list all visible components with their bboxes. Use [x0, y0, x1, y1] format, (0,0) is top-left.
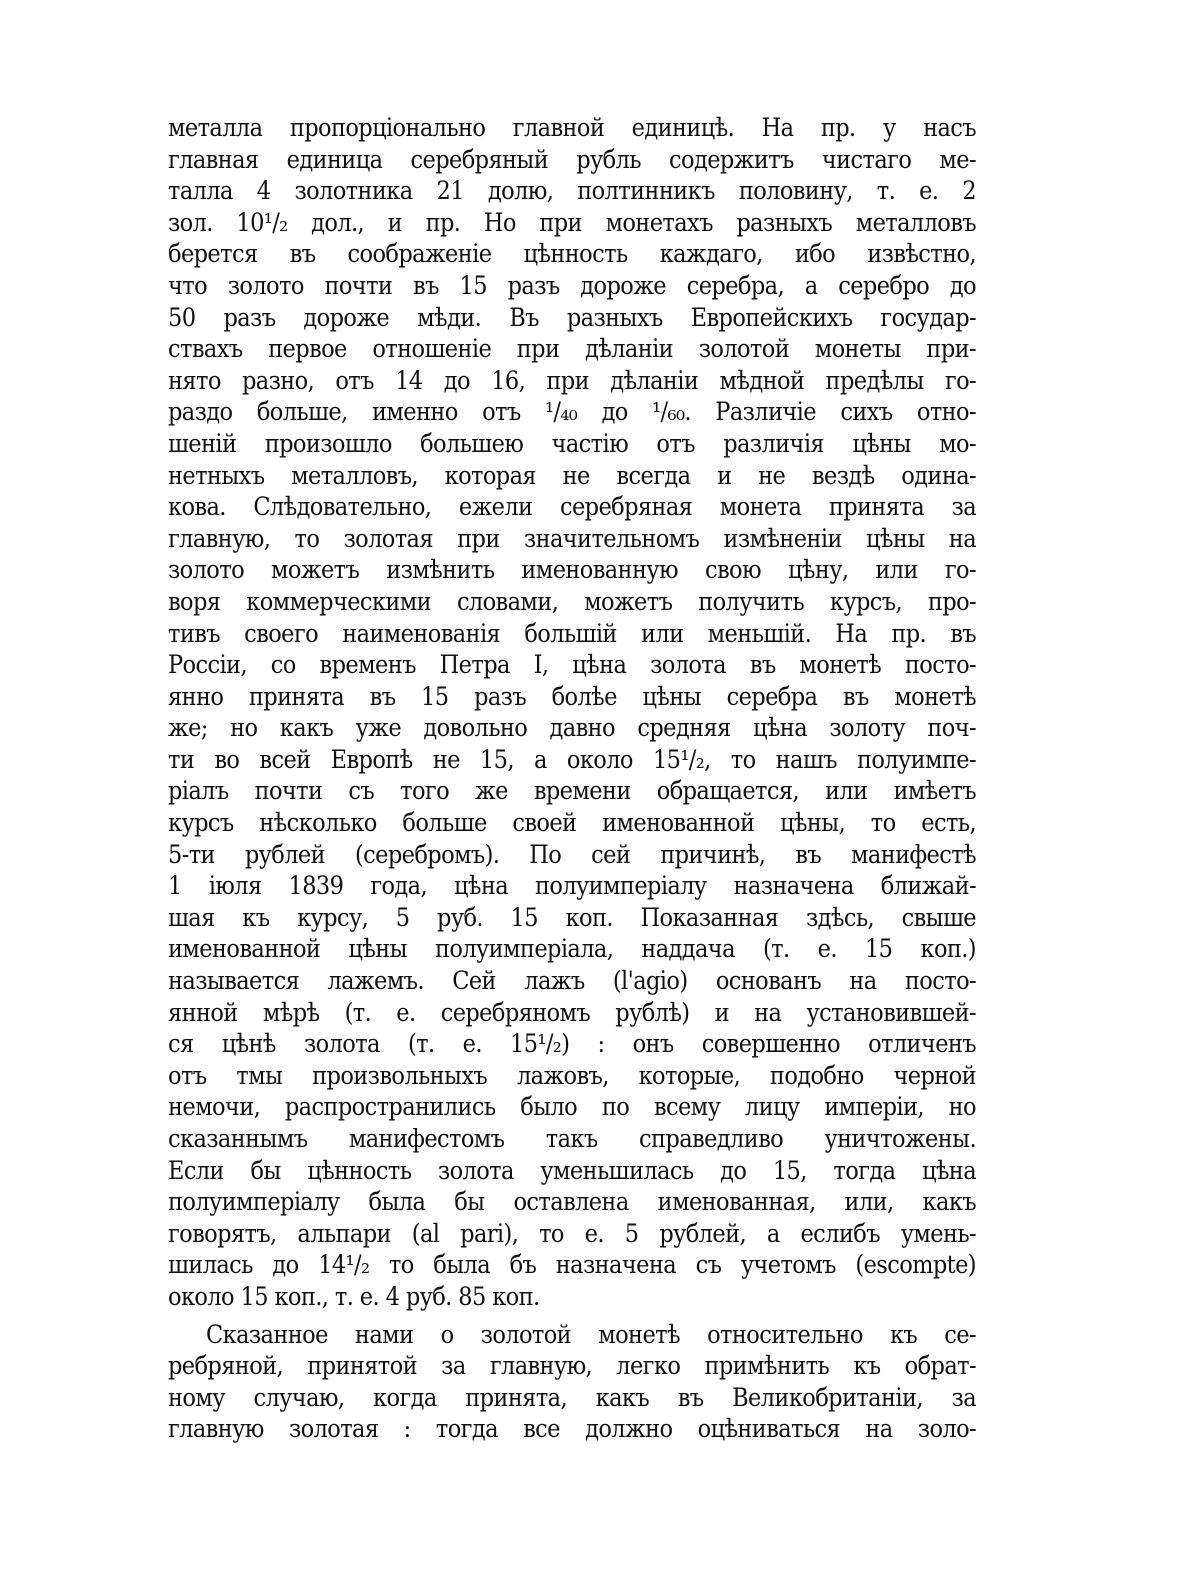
text-line: шая къ курсу, 5 руб. 15 коп. Показанная здѣсь, свыше	[168, 902, 976, 932]
text-line: ся цѣнѣ золота (т. е. 15¹/₂) : онъ совершенно отличенъ	[168, 1029, 976, 1059]
text-line: янно принята въ 15 разъ болѣе цѣны серебра въ монетѣ	[168, 681, 976, 711]
text-line: что золото почти въ 15 разъ дороже серебра, а серебро до	[168, 270, 976, 300]
text-line: отъ тмы произвольныхъ лажовъ, которые, подобно черной	[168, 1060, 976, 1090]
text-line: ному случаю, когда принята, какъ въ Великобританіи, за	[168, 1382, 976, 1412]
text-line: золото можетъ измѣнить именованную свою цѣну, или го-	[168, 555, 976, 585]
text-line: шилась до 14¹/₂ то была бъ назначена съ учетомъ (escompte)	[168, 1250, 976, 1280]
text-line: янной мѣрѣ (т. е. серебряномъ рублѣ) и на установившей-	[168, 997, 976, 1027]
text-line: называется лажемъ. Сей лажъ (l'agio) основанъ на посто-	[168, 966, 976, 996]
text-line: немочи, распространились было по всему лицу имперіи, но	[168, 1092, 976, 1122]
paragraph-1	[168, 112, 976, 1313]
text-line: главную золотая : тогда все должно оцѣниваться на золо-	[168, 1414, 976, 1444]
text-line: ребряной, принятой за главную, легко примѣнить къ обрат-	[168, 1351, 976, 1381]
text-line: нято разно, отъ 14 до 16, при дѣланіи мѣдной предѣлы го-	[168, 365, 976, 395]
text-line: говорятъ, альпари (al pari), то е. 5 рублей, а еслибъ умень-	[168, 1218, 976, 1248]
text-line: 5-ти рублей (серебромъ). По сей причинѣ, въ манифестѣ	[168, 839, 976, 869]
text-line: металла пропорціонально главной единицѣ. На пр. у насъ	[168, 113, 976, 142]
text-line: шеній произошло большею частію отъ различія цѣны мо-	[168, 428, 976, 458]
text-line: главная единица серебряный рубль содержитъ чистаго ме-	[168, 144, 976, 174]
text-line: воря коммерческими словами, можетъ получить курсъ, про-	[168, 586, 976, 616]
text-line: ствахъ первое отношеніе при дѣланіи золотой монеты при-	[168, 334, 976, 364]
text-line: 1 іюля 1839 года, цѣна полуимперіалу назначена ближай-	[168, 871, 976, 901]
text-line: талла 4 золотника 21 долю, полтинникъ половину, т. е. 2	[168, 176, 976, 206]
text-line: раздо больше, именно отъ ¹/₄₀ до ¹/₆₀. Различіе сихъ отно-	[168, 397, 976, 427]
text-line: нетныхъ металловъ, которая не всегда и не вездѣ одина-	[168, 460, 976, 490]
text-line: около 15 коп., т. е. 4 руб. 85 коп.	[168, 1281, 540, 1311]
text-line: кова. Слѣдовательно, ежели серебряная монета принята за	[168, 492, 976, 522]
text-line: сказаннымъ манифестомъ такъ справедливо уничтожены.	[168, 1124, 976, 1153]
text-line: берется въ соображеніе цѣнность каждаго, ибо извѣстно,	[168, 239, 976, 269]
text-line: ріалъ почти съ того же времени обращается, или имѣетъ	[168, 776, 976, 806]
text-line: главную, то золотая при значительномъ измѣненіи цѣны на	[168, 523, 976, 553]
text-line: полуимперіалу была бы оставлена именованная, или, какъ	[168, 1187, 976, 1217]
text-line: зол. 10¹/₂ дол., и пр. Но при монетахъ разныхъ металловъ	[168, 207, 976, 237]
text-line: курсъ нѣсколько больше своей именованной цѣны, то есть,	[168, 808, 976, 838]
paragraph-2	[168, 1319, 976, 1445]
text-line: Сказанное нами о золотой монетѣ относительно къ се-	[206, 1319, 976, 1349]
text-line: 50 разъ дороже мѣди. Въ разныхъ Европейскихъ государ-	[168, 302, 976, 332]
text-line: тивъ своего наименованія большій или меньшій. На пр. въ	[168, 618, 976, 648]
page-text	[168, 112, 976, 1445]
text-line: же; но какъ уже довольно давно средняя цѣна золоту поч-	[168, 713, 976, 743]
text-line: Если бы цѣнность золота уменьшилась до 15, тогда цѣна	[168, 1155, 976, 1185]
text-line: Россіи, со временъ Петра I, цѣна золота въ монетѣ посто-	[168, 650, 976, 680]
text-line: ти во всей Европѣ не 15, а около 15¹/₂, то нашъ полуимпе-	[168, 744, 976, 774]
text-line: именованной цѣны полуимперіала, наддача (т. е. 15 коп.)	[168, 934, 976, 964]
